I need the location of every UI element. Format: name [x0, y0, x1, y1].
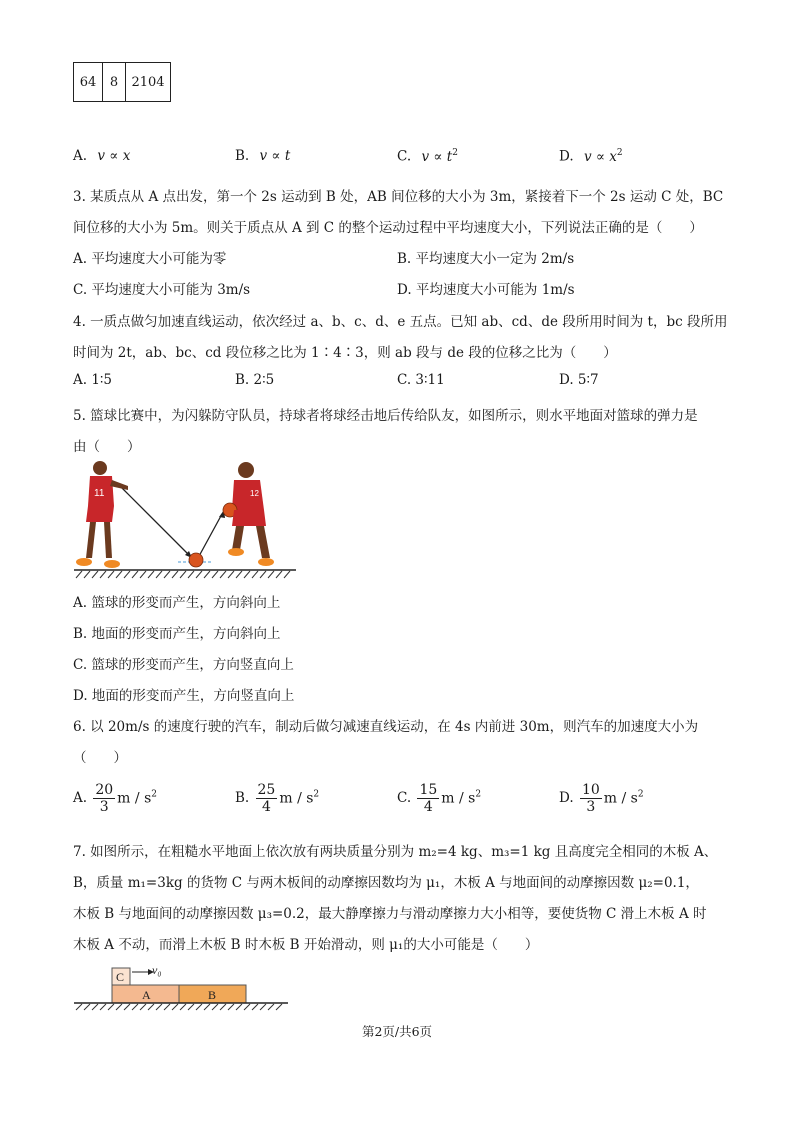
q6-option-b: B. $\frac{25}{4}$ m / $s^2$: [235, 782, 320, 815]
option-math: v ∝ t: [421, 148, 453, 165]
q5-stem-line2: 由（ ）: [73, 439, 141, 455]
fraction: [256, 782, 278, 815]
q5-option-c: C. 篮球的形变而产生，方向竖直向上: [73, 657, 294, 673]
q7-stem-line1: 7. 如图所示，在粗糙水平地面上依次放有两块质量分别为 m₂=4 kg、m₃=1 kg 且高度完全相同的木板 A、: [73, 844, 718, 860]
option-sup: 2: [452, 148, 458, 158]
q6-stem-line2: （ ）: [73, 750, 127, 766]
ball-path-down: [122, 488, 192, 558]
option-unit: m / s: [603, 790, 638, 807]
q2-option-b: [235, 148, 290, 164]
ball-path-up: [198, 514, 222, 558]
blocks-figure: [72, 960, 292, 1012]
q6-option-c: C. $\frac{15}{4}$ m / $s^2$: [397, 782, 482, 815]
fraction-denominator: 3: [99, 799, 109, 815]
q6-stem-line1: 6. 以 20m/s 的速度行驶的汽车，制动后做匀减速直线运动，在 4s 内前进 30m，则汽车的加速度大小为: [73, 719, 699, 735]
q7-stem-line4: 木板 A 不动，而滑上木板 B 时木板 B 开始滑动，则 μ₁的大小可能是（ ）: [73, 937, 539, 953]
q3-option-d: D. 平均速度大小可能为 1m/s: [397, 282, 575, 298]
option-sup: 2: [616, 148, 623, 158]
q6-option-d: D. $\frac{10}{3}$ m / $s^2$: [559, 782, 644, 815]
q2-option-a: [73, 148, 130, 164]
fraction: [580, 782, 602, 815]
q4-option-d: D. 5∶7: [559, 372, 599, 388]
q4-option-c: C. 3∶11: [397, 372, 445, 388]
q6-option-a: A. $\frac{20}{3}$ m / $s^2$: [73, 782, 157, 815]
jersey-number: 12: [250, 489, 259, 498]
q4-option-a: A. 1∶5: [73, 372, 113, 388]
ground-hatch: [76, 1004, 282, 1010]
fraction-numerator: 15: [419, 782, 438, 798]
option-math: v ∝ x: [583, 148, 617, 165]
q5-stem-line1: 5. 篮球比赛中，为闪躲防守队员，持球者将球经击地后传给队友，如图所示，则水平地面对篮球的弹力是: [73, 408, 698, 424]
table-cell: 64: [74, 63, 103, 102]
table-row: [74, 63, 171, 102]
block-b-label: B: [208, 988, 217, 1002]
q2-option-d: [559, 148, 623, 165]
option-label: C.: [397, 790, 412, 806]
option-unit: m / s: [441, 790, 476, 807]
option-label: A.: [73, 148, 88, 164]
left-player-icon: [76, 461, 128, 568]
q3-stem-line2: 间位移的大小为 5m。则关于质点从 A 到 C 的整个运动过程中平均速度大小，下列说法正确的是（ ）: [73, 220, 703, 236]
table-cell: 2104: [126, 63, 171, 102]
q7-stem-line2: B，质量 m₁=3kg 的货物 C 与两木板间的动摩擦因数均为 μ₁，木板 A 与地面间的动摩擦因数 μ₂=0.1，: [73, 875, 699, 891]
option-math: v ∝ x: [97, 148, 131, 164]
fraction-denominator: 4: [423, 799, 433, 815]
basketball-icon: [189, 553, 203, 567]
fraction-numerator: 20: [95, 782, 114, 798]
table-cell: 8: [103, 63, 126, 102]
option-unit: m / s: [279, 790, 314, 807]
option-label: D.: [559, 148, 574, 165]
velocity-label: v₀: [152, 963, 162, 977]
jersey-number: 11: [94, 488, 105, 499]
q4-option-b: B. 2∶5: [235, 372, 275, 388]
option-label: B.: [235, 148, 250, 164]
q3-option-a: A. 平均速度大小可能为零: [73, 251, 227, 267]
option-unit: m / s: [117, 790, 152, 807]
right-player-icon: [223, 462, 274, 566]
ground-hatch: [76, 571, 290, 578]
q2-option-c: [397, 148, 458, 165]
q4-stem-line2: 时间为 2t，ab、bc、cd 段位移之比为 1∶4∶3，则 ab 段与 de 段的位移之比为（ ）: [73, 345, 617, 361]
data-table: [73, 62, 171, 102]
q3-stem-line1: 3. 某质点从 A 点出发，第一个 2s 运动到 B 处，AB 间位移的大小为 3m，紧接着下一个 2s 运动 C 处，BC: [73, 189, 724, 205]
option-label: B.: [235, 790, 250, 806]
fraction-denominator: 4: [261, 799, 271, 815]
q5-option-a: A. 篮球的形变而产生，方向斜向上: [73, 595, 281, 611]
block-c-label: C: [116, 970, 125, 984]
q3-option-b: B. 平均速度大小一定为 2m/s: [397, 251, 575, 267]
basketball-figure: [72, 458, 298, 580]
option-label: A.: [73, 790, 88, 806]
block-a-label: A: [142, 988, 151, 1002]
q7-stem-line3: 木板 B 与地面间的动摩擦因数 μ₃=0.2，最大静摩擦力与滑动摩擦力大小相等，要使货物 C 滑上木板 A 时: [73, 906, 707, 922]
fraction: [417, 782, 439, 815]
fraction-numerator: 10: [581, 782, 600, 798]
q3-option-c: C. 平均速度大小可能为 3m/s: [73, 282, 251, 298]
page-footer: 第2页/共6页: [361, 1024, 433, 1039]
option-label: C.: [397, 148, 412, 165]
q5-option-b: B. 地面的形变而产生，方向斜向上: [73, 626, 281, 642]
fraction-numerator: 25: [257, 782, 276, 798]
fraction: [93, 782, 115, 815]
q4-stem-line1: 4. 一质点做匀加速直线运动，依次经过 a、b、c、d、e 五点。已知 ab、cd、de 段所用时间为 t，bc 段所用: [73, 314, 728, 330]
option-math: v ∝ t: [259, 148, 291, 164]
q5-option-d: D. 地面的形变而产生，方向竖直向上: [73, 688, 295, 704]
fraction-denominator: 3: [586, 799, 596, 815]
option-label: D.: [559, 790, 574, 806]
